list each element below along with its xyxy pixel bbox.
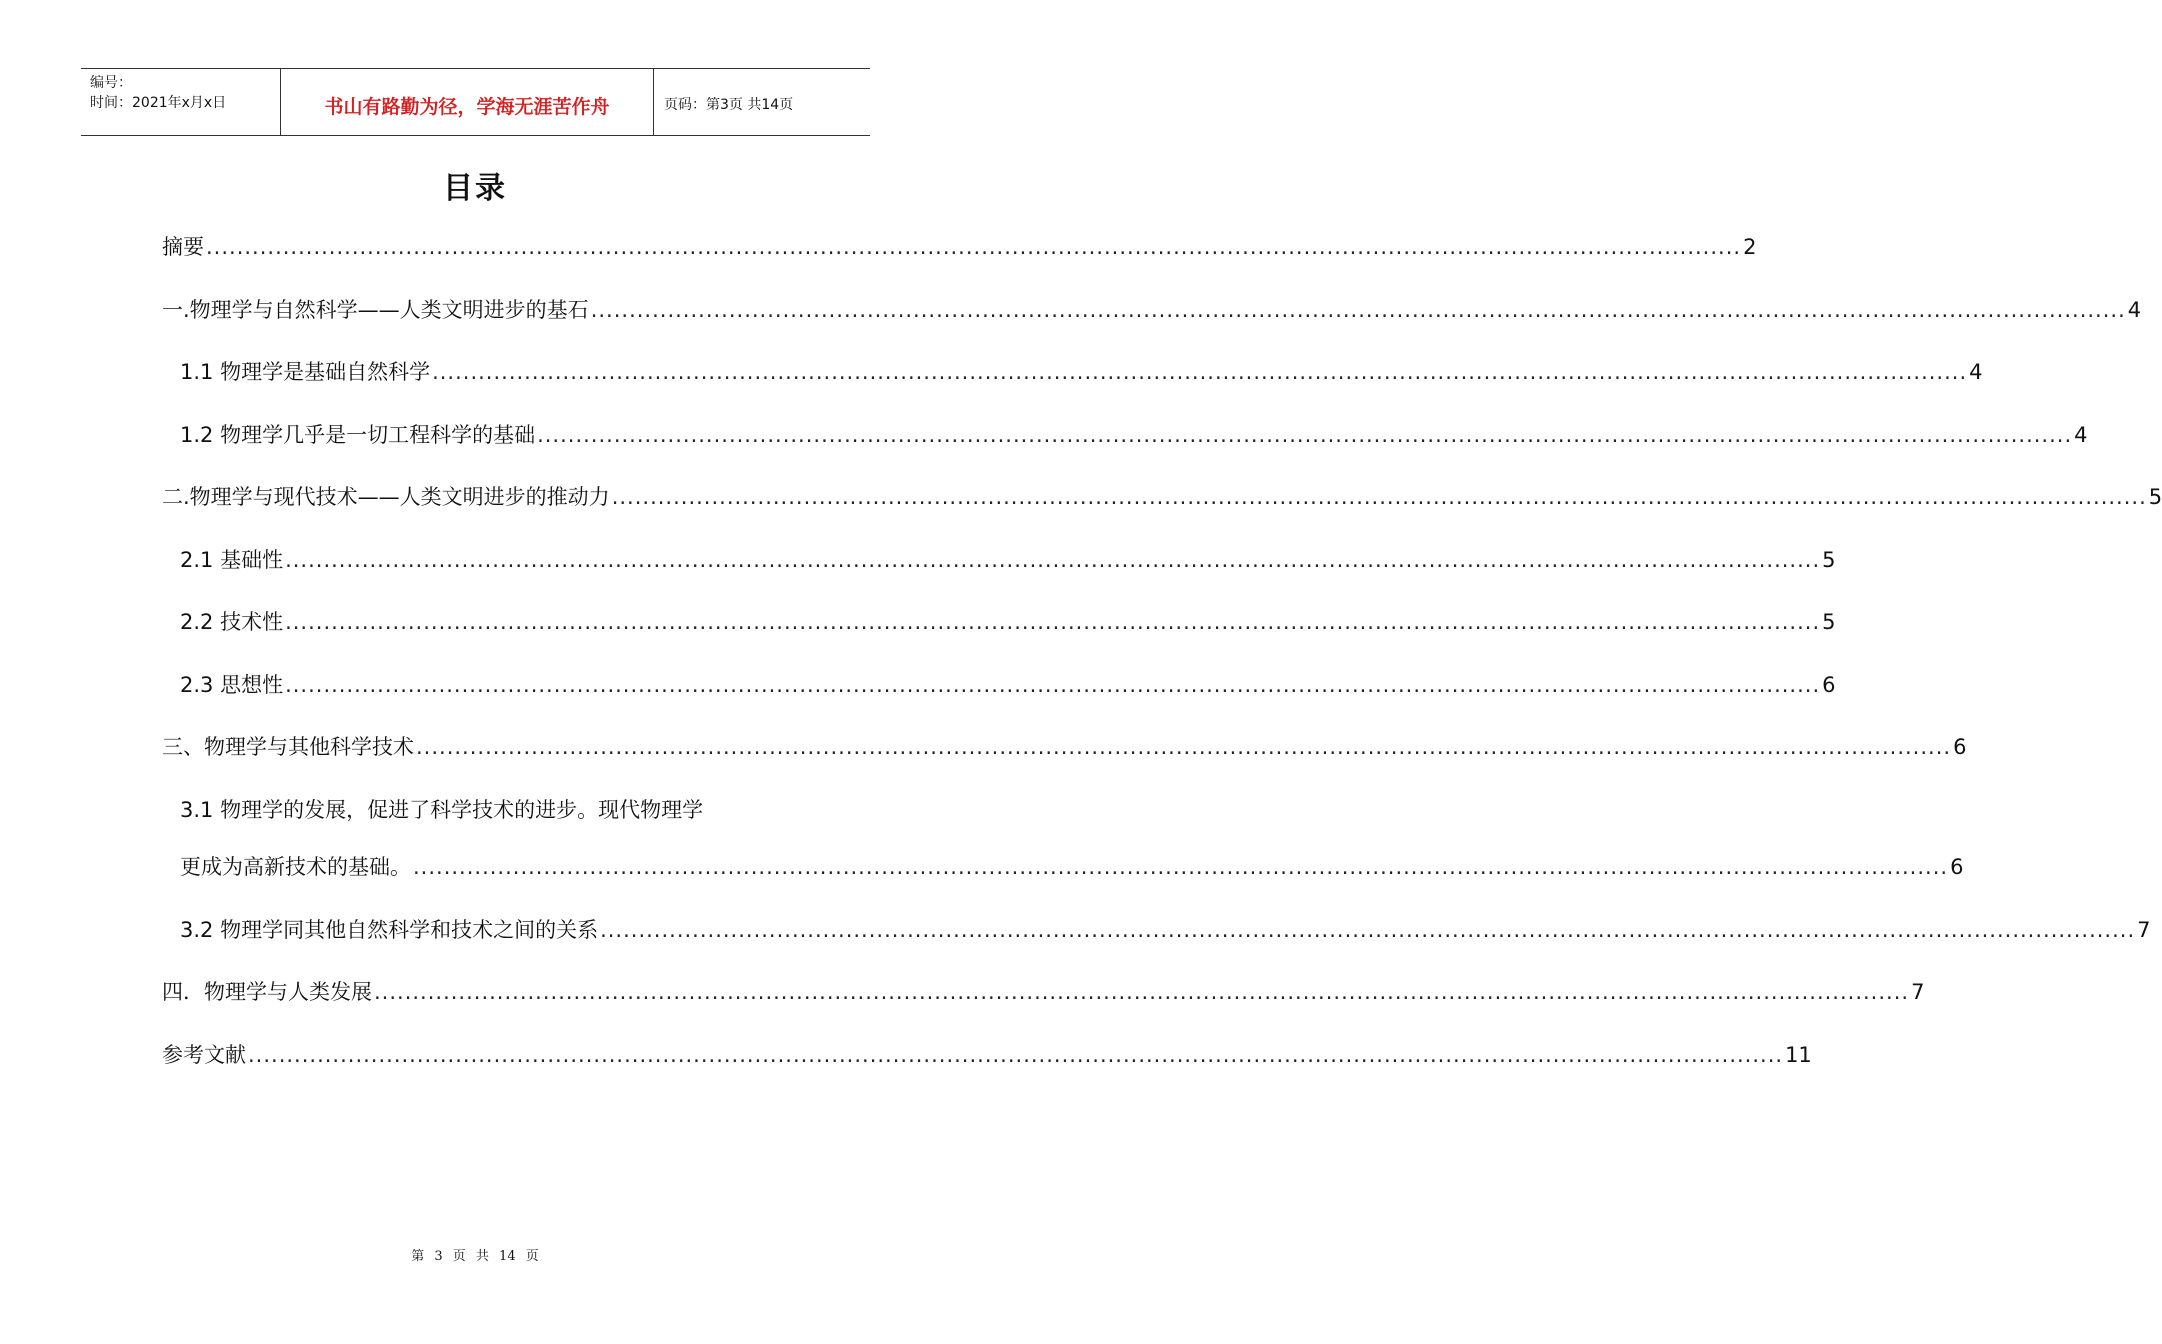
toc-entry[interactable] [180,420,2088,450]
toc-entry[interactable] [162,482,2162,512]
toc-entry-page: 2 [1743,235,1757,259]
toc-entry[interactable] [180,670,1836,700]
toc-entry[interactable] [162,1040,1812,1070]
toc-leader-dots: ........................................................................................................................................................................................................ [537,423,2073,447]
toc-entry-page: 5 [1822,548,1836,572]
toc-entry[interactable] [162,977,1925,1007]
toc-leader-dots: ........................................................................................................................................................................................................ [285,548,1821,572]
toc-entry-page: 11 [1785,1043,1812,1067]
toc-leader-dots: ........................................................................................................................................................................................................ [206,235,1742,259]
toc-entry-label-line1[interactable]: 3.1 物理学的发展，促进了科学技术的进步。现代物理学 [180,798,704,822]
toc-leader-dots: ........................................................................................................................................................................................................ [248,1043,1784,1067]
toc-entry-page: 6 [1822,673,1836,697]
toc-leader-dots: ........................................................................................................................................................................................................ [432,360,1968,384]
toc-entry-label: 参考文献 [162,1043,246,1067]
toc-leader-dots: ........................................................................................................................................................................................................ [285,610,1821,634]
toc-entry[interactable] [180,852,1964,882]
toc-entry[interactable] [180,357,1983,387]
toc-entry-label: 3.2 物理学同其他自然科学和技术之间的关系 [180,918,599,942]
toc-entry-page: 7 [1911,980,1925,1004]
toc-entry-label: 四．物理学与人类发展 [162,980,372,1004]
header-motto: 书山有路勤为径，学海无涯苦作舟 [281,69,654,135]
toc-entry-label: 更成为高新技术的基础。 [180,855,411,879]
toc-entry-page: 5 [2148,485,2162,509]
toc-entry-page: 6 [1953,735,1967,759]
toc-leader-dots: ........................................................................................................................................................................................................ [413,855,1949,879]
toc-entry[interactable] [162,295,2142,325]
toc-entry-label: 1.1 物理学是基础自然科学 [180,360,431,384]
toc-entry-label: 1.2 物理学几乎是一切工程科学的基础 [180,423,536,447]
toc-leader-dots: ........................................................................................................................................................................................................ [285,673,1821,697]
toc-entry[interactable] [180,545,1836,575]
toc-entry-label: 2.1 基础性 [180,548,284,572]
toc-entry-label: 一.物理学与自然科学——人类文明进步的基石 [162,298,589,322]
toc-leader-dots: ........................................................................................................................................................................................................ [611,485,2147,509]
toc-entry[interactable] [162,732,1967,762]
toc-entry[interactable] [180,915,2151,945]
page-title: 目录 [443,171,507,206]
toc-entry-label: 2.2 技术性 [180,610,284,634]
toc-leader-dots: ........................................................................................................................................................................................................ [374,980,1910,1004]
page-footer: 第 3 页 共 14 页 [411,1249,539,1264]
toc-entry[interactable] [180,607,1836,637]
document-date: 时间：2021年x月x日 [90,95,227,111]
toc-entry-label: 三、物理学与其他科学技术 [162,735,414,759]
toc-entry[interactable] [162,232,1757,262]
toc-entry-page: 6 [1950,855,1964,879]
toc-entry-label: 摘要 [162,235,204,259]
toc-entry-page: 4 [2127,298,2142,322]
toc-leader-dots: ........................................................................................................................................................................................................ [590,298,2126,322]
toc-entry-page: 4 [1969,360,1983,384]
toc-entry-label: 二.物理学与现代技术——人类文明进步的推动力 [162,485,610,509]
toc-entry-page: 5 [1822,610,1836,634]
toc-entry-page: 7 [2137,918,2151,942]
toc-entry-label: 2.3 思想性 [180,673,284,697]
toc-leader-dots: ........................................................................................................................................................................................................ [600,918,2136,942]
header-page-info: 页码：第3页 共14页 [664,97,794,113]
toc-entry-page: 4 [2074,423,2088,447]
document-number-label: 编号： [90,75,132,91]
toc-leader-dots: ........................................................................................................................................................................................................ [416,735,1952,759]
